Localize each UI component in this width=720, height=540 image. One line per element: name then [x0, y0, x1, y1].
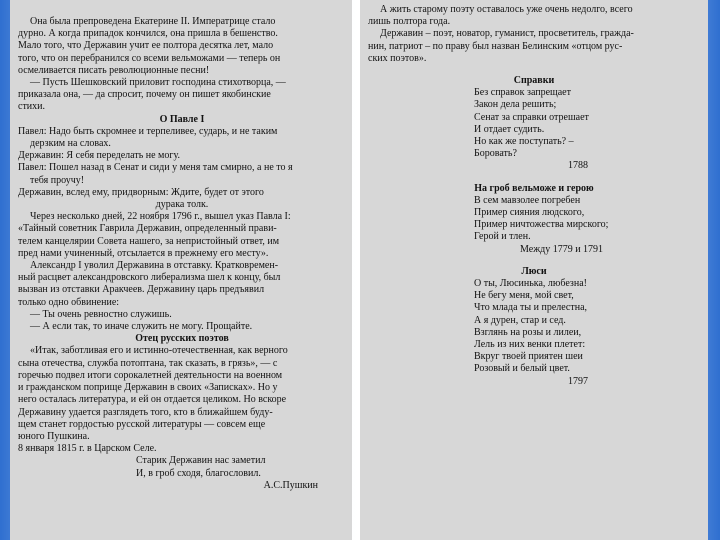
- text-line: Боровать?: [474, 148, 517, 160]
- section-heading: Люси: [521, 265, 547, 277]
- text-line: Вкруг твоей приятен шеи: [474, 351, 583, 363]
- text-line: и гражданском поприще Державин в своих «Записках». Но у: [18, 382, 278, 394]
- text-line: И отдает судить.: [474, 123, 545, 135]
- text-line: Державин: Я себя переделать не могу.: [18, 150, 180, 162]
- left-text-column: [10, 0, 352, 540]
- text-line: Державину удается разглядеть того, кто в ближайшем буду-: [18, 406, 273, 418]
- text-line: В сем мавзолее погребен: [474, 194, 581, 206]
- text-line: пред нами учиненный, отсылается в прежнему его месту».: [18, 247, 269, 259]
- text-line: Между 1779 и 1791: [520, 243, 604, 255]
- text-line: осмеливается писать революционные песни!: [18, 64, 210, 76]
- text-line: дурака толк.: [155, 199, 209, 211]
- text-line: Державин, вслед ему, придворным: Ждите, будет от этого: [18, 186, 264, 198]
- text-line: Она была препроведена Екатерине II. Императрице стало: [30, 16, 276, 27]
- text-line: Через несколько дней, 22 ноября 1796 г., вышел указ Павла I:: [30, 211, 291, 223]
- section-heading: О Павле I: [159, 113, 205, 125]
- text-line: тебя проучу!: [30, 174, 85, 186]
- text-line: А.С.Пушкин: [263, 479, 318, 491]
- spacer: [368, 173, 700, 183]
- text-line: Александр I уволил Державина в отставку. Кратковремен-: [30, 260, 279, 272]
- right-text-column: [360, 0, 708, 540]
- text-line: Старик Державин нас заметил: [136, 455, 266, 467]
- text-line: — А если так, то иначе служить не могу. Прощайте.: [30, 321, 253, 333]
- text-line: «Итак, заботливая его и истинно-отечественная, как верного: [30, 345, 288, 357]
- text-line: Без справок запрещает: [474, 87, 571, 99]
- text-line: ный расцвет александровского либерализма шел к концу, был: [18, 272, 281, 284]
- spacer: [368, 256, 700, 266]
- section-heading: На гроб вельможе и герою: [474, 182, 594, 194]
- text-line: него осталась литература, и ей он отдается целиком. Но вскоре: [18, 394, 287, 406]
- text-line: того, что он перебранился со всеми вельможами — теперь он: [18, 52, 281, 64]
- text-line: — Ты очень ревностно служишь.: [30, 308, 172, 320]
- text-line: горечью подвел итоги сорокалетней деятельности на военном: [18, 369, 283, 381]
- text-line: Что млада ты и прелестна,: [474, 302, 588, 314]
- text-line: 8 января 1815 г. в Царском Селе.: [18, 443, 157, 455]
- text-line: дерзким на словах.: [30, 138, 111, 150]
- text-line: Закон дела решить;: [474, 99, 557, 111]
- text-line: Мало того, что Державин учит ее полтора десятка лет, мало: [18, 40, 274, 52]
- text-line: Не бегу меня, мой свет,: [474, 290, 574, 302]
- text-line: щем станет гордостью русской литературы — совсем еще: [18, 418, 266, 430]
- text-line: Павел: Пошел назад в Сенат и сиди у меня там смирно, а не то я: [18, 162, 293, 174]
- text-line: нин, патриот – по праву был назван Белинским «отцом рус-: [368, 40, 623, 52]
- text-line: А я дурен, стар и сед.: [474, 314, 566, 326]
- text-line: Герой и тлен.: [474, 231, 531, 243]
- text-line: вызван из отставки Аракчеев. Державину царь предъявил: [18, 284, 265, 296]
- text-line: сына отечества, служба потоптана, так сказать, в грязь», — с: [18, 357, 278, 369]
- text-line: стихи.: [18, 101, 46, 113]
- text-line: юного Пушкина.: [18, 430, 90, 442]
- text-line: 1797: [568, 375, 588, 387]
- text-line: только одно обвинение:: [18, 296, 120, 308]
- text-line: Державин – поэт, новатор, гуманист, просветитель, гражда-: [380, 28, 634, 40]
- text-line: О ты, Люсинька, любезна!: [474, 278, 587, 290]
- text-line: Лель из них венки плетет:: [474, 339, 586, 351]
- text-line: дурно. А когда припадок кончился, она пришла в бешенство.: [18, 28, 278, 40]
- text-line: «Тайный советник Гаврила Державин, определенный прави-: [18, 223, 277, 235]
- text-line: 1788: [568, 160, 588, 172]
- text-line: — Пусть Шешковский приловит господина стихотворца, —: [30, 77, 286, 89]
- spacer: [368, 65, 700, 75]
- text-line: Пример ничтожества мирского;: [474, 219, 609, 231]
- text-line: И, в гроб сходя, благословил.: [136, 467, 261, 479]
- text-line: Но как же поступать? –: [474, 136, 574, 148]
- text-line: телем канцелярии Совета нашего, за непристойный ответ, им: [18, 235, 280, 247]
- text-line: приказала она, — да спросит, почему он пишет якобинские: [18, 89, 271, 101]
- text-line: Розовый и белый цвет.: [474, 363, 570, 375]
- text-line: Сенат за справки отрешает: [474, 111, 589, 123]
- text-line: Взглянь на розы и лилеи,: [474, 326, 582, 338]
- text-line: Павел: Надо быть скромнее и терпеливее, сударь, и не таким: [18, 125, 278, 137]
- text-line: ских поэтов».: [368, 52, 427, 64]
- text-line: лишь полтора года.: [368, 16, 451, 28]
- section-heading: Справки: [513, 75, 555, 87]
- text-line: А жить старому поэту оставалось уже очень недолго, всего: [380, 4, 633, 15]
- section-heading: Отец русских поэтов: [135, 333, 229, 345]
- text-line: Пример сияния людского,: [474, 207, 585, 219]
